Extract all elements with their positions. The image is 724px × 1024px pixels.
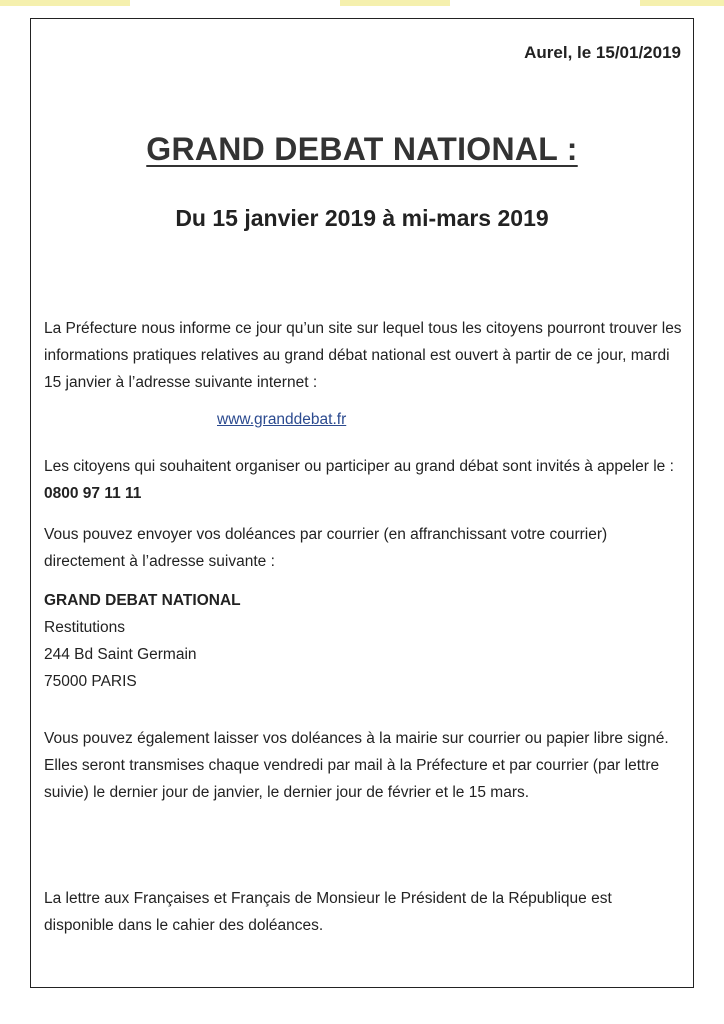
date-line: Aurel, le 15/01/2019 xyxy=(524,43,681,62)
website-link[interactable]: www.granddebat.fr xyxy=(217,411,347,428)
paragraph-mairie: Vous pouvez également laisser vos doléances à la mairie sur courrier ou papier libre signé. Elles seront transmises chaque vendredi par mail à la Préfecture et par courrier (par lettre suivie) le dernier jour de janvier, le dernier jour de février et le 15 mars. xyxy=(44,730,669,801)
paragraph-lettre: La lettre aux Françaises et Français de Monsieur le Président de la République est disponible dans le cahier des doléances. xyxy=(44,890,612,934)
document-frame xyxy=(30,18,694,988)
address-line-1: Restitutions xyxy=(44,619,125,636)
page-subtitle: Du 15 janvier 2019 à mi-mars 2019 xyxy=(175,205,549,231)
page-title xyxy=(31,131,693,168)
scan-artifact xyxy=(0,0,130,6)
paragraph-phone xyxy=(44,453,684,507)
address-line-3: 75000 PARIS xyxy=(44,673,137,690)
paragraph-phone-text: Les citoyens qui souhaitent organiser ou participer au grand débat sont invités à appeler le : xyxy=(44,458,674,475)
scan-artifact xyxy=(340,0,450,6)
phone-number: 0800 97 11 11 xyxy=(44,485,142,502)
paragraph-mail: Vous pouvez envoyer vos doléances par courrier (en affranchissant votre courrier) directement à l’adresse suivante : xyxy=(44,526,608,570)
page-title-text: GRAND DEBAT NATIONAL : xyxy=(146,131,578,167)
address-name: GRAND DEBAT NATIONAL xyxy=(44,592,241,609)
scan-artifact xyxy=(640,0,724,6)
paragraph-site-info: La Préfecture nous informe ce jour qu’un site sur lequel tous les citoyens pourront trouver les informations pratiques relatives au grand débat national est ouvert à partir de ce jour, mardi 15 janvier à l’adresse suivante internet : xyxy=(44,320,682,391)
postal-address xyxy=(44,587,241,695)
address-line-2: 244 Bd Saint Germain xyxy=(44,646,197,663)
